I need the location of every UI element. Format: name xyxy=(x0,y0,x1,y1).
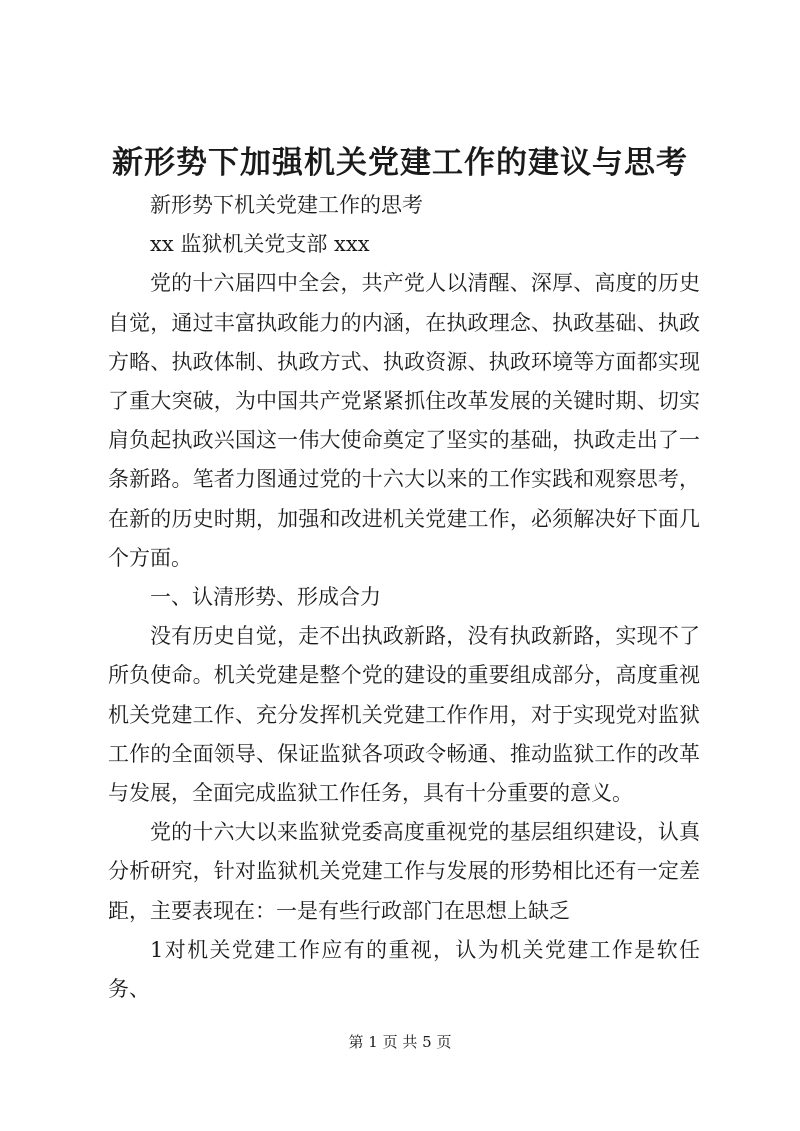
subtitle-paragraph: 新形势下机关党建工作的思考 xyxy=(150,193,423,217)
document-title: 新形势下加强机关党建工作的建议与思考 xyxy=(112,145,688,181)
body-paragraph: 1对机关党建工作应有的重视，认为机关党建工作是软任务、 xyxy=(108,937,700,1002)
body-paragraph: 党的十六大以来监狱党委高度重视党的基层组织建设，认真分析研究，针对监狱机关党建工作与发展的形势相比还有一定差距，主要表现在：一是有些行政部门在思想上缺乏 xyxy=(108,820,700,923)
page-footer: 第 1 页 共 5 页 xyxy=(348,1033,452,1051)
body-paragraph: 党的十六届四中全会，共产党人以清醒、深厚、高度的历史自觉，通过丰富执政能力的内涵，在执政理念、执政基础、执政方略、执政体制、执政方式、执政资源、执政环境等方面都实现了重大突破，为中国共产党紧紧抓住改革发展的关键时期、切实肩负起执政兴国这一伟大使命奠定了坚实的基础，执政走出了一条新路。笔者力图通过党的十六大以来的工作实践和观察思考，在新的历史时期，加强和改进机关党建工作，必须解决好下面几个方面。 xyxy=(108,271,700,570)
body-paragraph: 没有历史自觉，走不出执政新路，没有执政新路，实现不了所负使命。机关党建是整个党的建设的重要组成部分，高度重视机关党建工作、充分发挥机关党建工作作用，对于实现党对监狱工作的全面领导、保证监狱各项政令畅通、推动监狱工作的改革与发展，全面完成监狱工作任务，具有十分重要的意义。 xyxy=(108,624,700,806)
document-body xyxy=(108,186,700,1009)
author-paragraph: xx 监狱机关党支部 xxx xyxy=(150,232,370,257)
section-heading: 一、认清形势、形成合力 xyxy=(150,585,381,610)
